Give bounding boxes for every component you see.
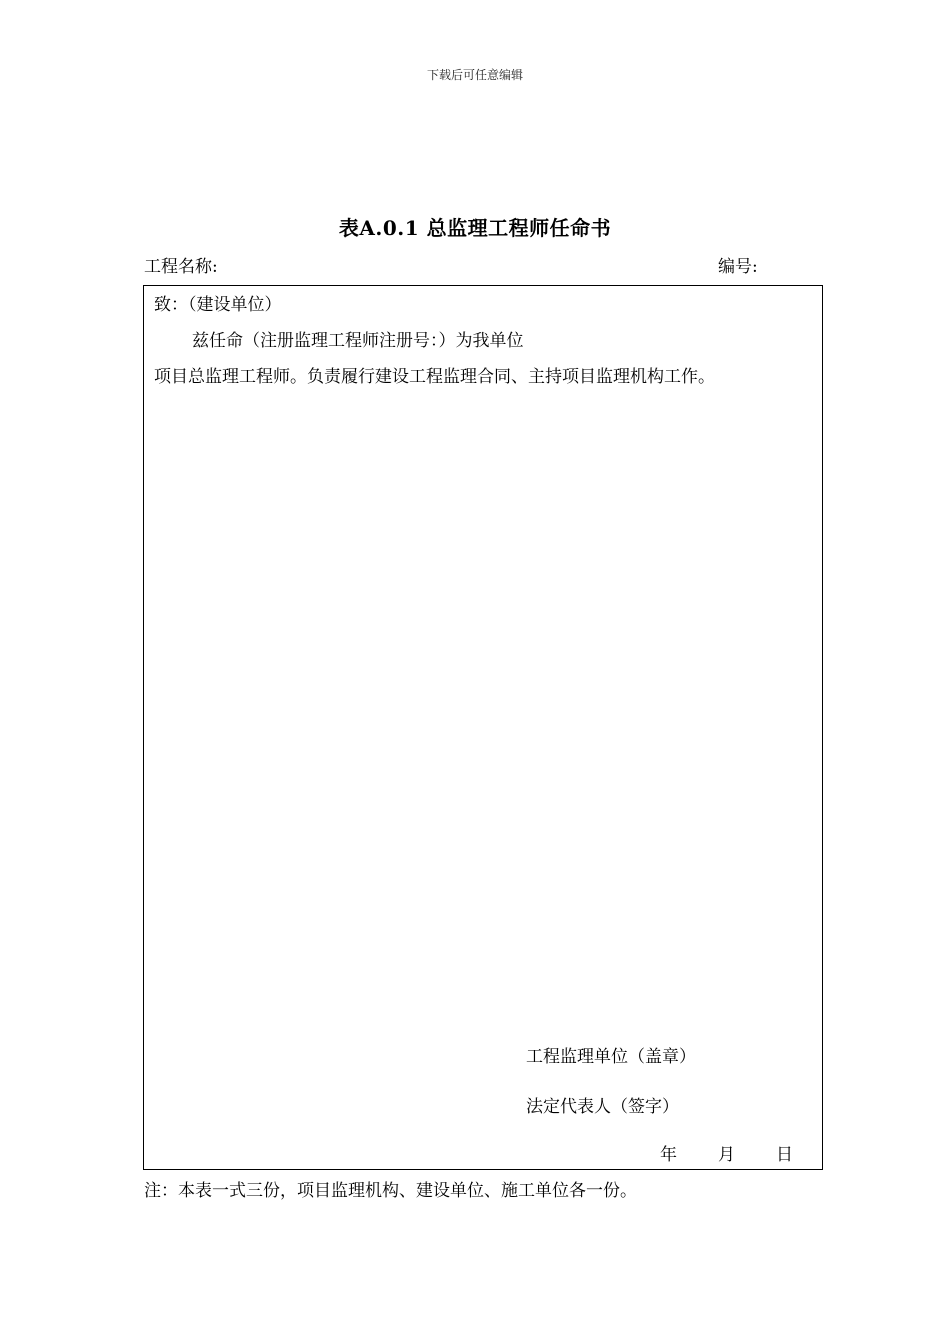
project-name-label: 工程名称: [144,257,218,277]
form-title: 表A.0.1 总监理工程师任命书 [338,216,612,240]
day-label: 日 [776,1145,793,1165]
year-label: 年 [660,1145,677,1165]
form-box [143,285,823,1170]
appointment-line: 兹任命（注册监理工程师注册号：）为我单位 [192,331,524,351]
footnote: 注：本表一式三份，项目监理机构、建设单位、施工单位各一份。 [144,1181,637,1201]
duty-line: 项目总监理工程师。负责履行建设工程监理合同、主持项目监理机构工作。 [154,367,715,387]
addressee-line: 致：（建设单位） [154,295,282,315]
month-label: 月 [718,1145,735,1165]
meta-row [144,252,824,276]
serial-number-label: 编号: [718,257,758,277]
header-note: 下载后可任意编辑 [426,68,523,82]
supervision-unit-seal-label: 工程监理单位（盖章） [526,1047,696,1067]
legal-representative-label: 法定代表人（签字） [526,1097,679,1117]
